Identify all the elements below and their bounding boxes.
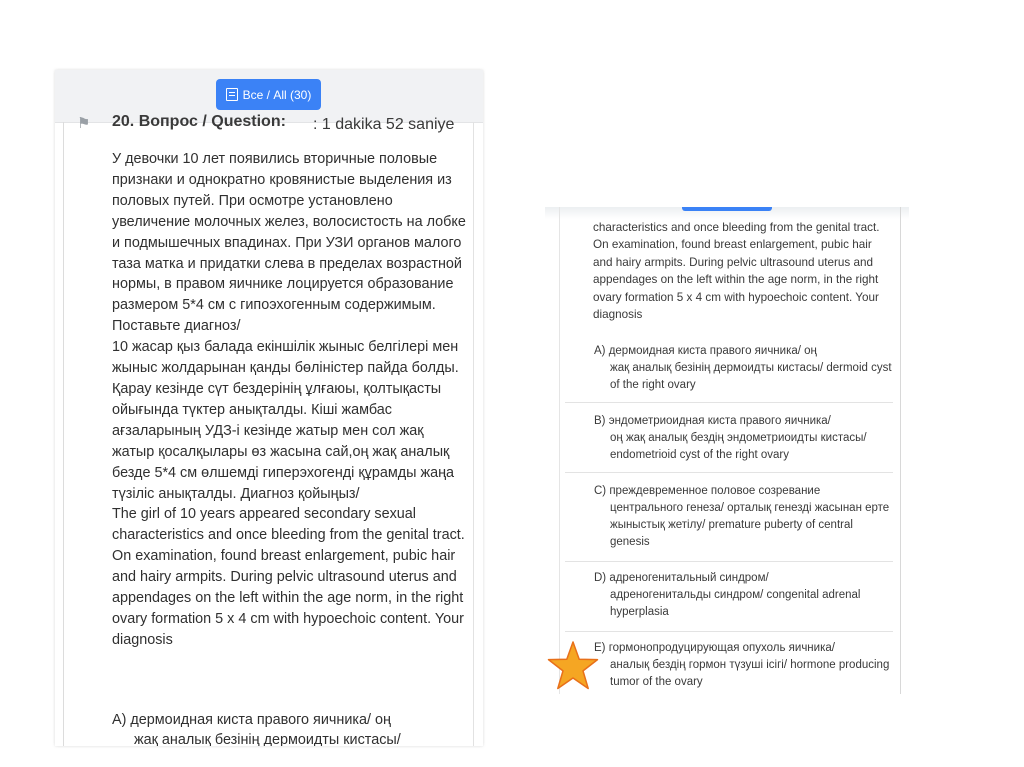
answer-option-b-rest: оң жақ аналық бездің эндометриоидты кистасы/ endometrioid cyst of the right ovary <box>610 432 867 461</box>
option-divider <box>565 631 893 632</box>
all-questions-label: Все / All (30) <box>242 87 312 102</box>
answer-option-b-first: B) эндометриоидная киста правого яичника/ <box>594 415 831 427</box>
answer-option-b[interactable] <box>594 413 894 464</box>
left-option-a-line1: A) дермоидная киста правого яичника/ оң <box>112 712 391 728</box>
answer-option-a[interactable] <box>594 343 894 394</box>
star-icon <box>547 640 599 692</box>
question-header: 20. Вопрос / Question: <box>112 113 286 130</box>
option-divider <box>565 402 893 403</box>
left-option-a[interactable] <box>112 710 467 746</box>
right-top-button-edge <box>682 207 772 211</box>
card-border-right <box>473 122 474 746</box>
right-card-border-left <box>559 207 560 694</box>
answer-option-c[interactable] <box>594 483 894 551</box>
answer-option-e[interactable] <box>594 640 894 691</box>
right-question-text: characteristics and once bleeding from the genital tract. On examination, found breast enlargement, pubic hair and hairy armpits. During pelvic ultrasound uterus and appendages on the left within the age norm, in the right ovary formation 5 x 4 cm with hypoechoic content. Your diagnosis <box>593 221 880 322</box>
answer-option-d-first: D) адреногенитальный синдром/ <box>594 572 769 584</box>
all-questions-button[interactable] <box>216 79 321 110</box>
answer-option-d[interactable] <box>594 570 894 621</box>
question-text-ru: У девочки 10 лет появились вторичные половые признаки и однократно кровянистые выделения из половых путей. При осмотре установлено увеличение молочных желез, волосистость на лобке и подмышечных впадинах. При УЗИ органов малого таза матка и придатки слева в пределах возрастной нормы, в правом яичнике лоцируется образование размером 5*4 см с гипоэхогенным содержимым. Поставьте диагноз/ <box>112 151 466 335</box>
left-option-a-line2: жақ аналық безінің дермоидты кистасы/ <box>134 732 401 746</box>
card-border-left <box>63 122 64 746</box>
option-divider <box>565 561 893 562</box>
left-screenshot <box>55 70 483 746</box>
answer-option-a-first: A) дермоидная киста правого яичника/ оң <box>594 345 817 357</box>
answer-option-e-first: E) гормонопродуцирующая опухоль яичника/ <box>594 642 835 654</box>
question-text-kz: 10 жасар қыз балада екіншілік жыныс белгілері мен жыныс жолдарынан қанды бөліністер пайда болды. Қарау кезінде сүт бездерінің ұлғаюы, қолтықасты ойығында түктер анықталды. Кіші жамбас ағзаларының УДЗ-і кезінде жатыр мен сол жақ жатыр қосалқылары өз жасына сай,оң жақ аналық безде 5*4 см өлшемді гиперэхогенді құрамды жаңа түзіліс анықталды. Диагноз қойыңыз/ <box>112 339 459 502</box>
list-icon <box>226 88 238 101</box>
answer-option-c-rest: центрального генеза/ орталық генезді жасынан ерте жыныстық жетілу/ premature puberty of central genesis <box>610 502 890 548</box>
answer-option-d-rest: адреногенитальды синдром/ congenital adrenal hyperplasia <box>610 589 861 618</box>
answer-option-c-first: C) преждевременное половое созревание <box>594 485 821 497</box>
right-screenshot <box>545 207 909 694</box>
answer-option-e-rest: аналық бездің гормон түзуші ісігі/ hormone producing tumor of the ovary <box>610 659 890 688</box>
flag-icon[interactable]: ⚑ <box>77 115 91 132</box>
question-text-en: The girl of 10 years appeared secondary sexual characteristics and once bleeding from the genital tract. On examination, found breast enlargement, pubic hair and hairy armpits. During pelvic ultrasound uterus and appendages on the left within the age norm, in the right ovary formation 5 x 4 cm with hypoechoic content. Your diagnosis <box>112 506 465 648</box>
answer-option-a-rest: жақ аналық безінің дермоидты кистасы/ dermoid cyst of the right ovary <box>610 362 892 391</box>
question-timer: : 1 dakika 52 saniye <box>313 116 455 133</box>
question-text <box>112 149 467 651</box>
right-card-border-right <box>900 207 901 694</box>
option-divider <box>565 472 893 473</box>
star-shape <box>549 642 598 689</box>
